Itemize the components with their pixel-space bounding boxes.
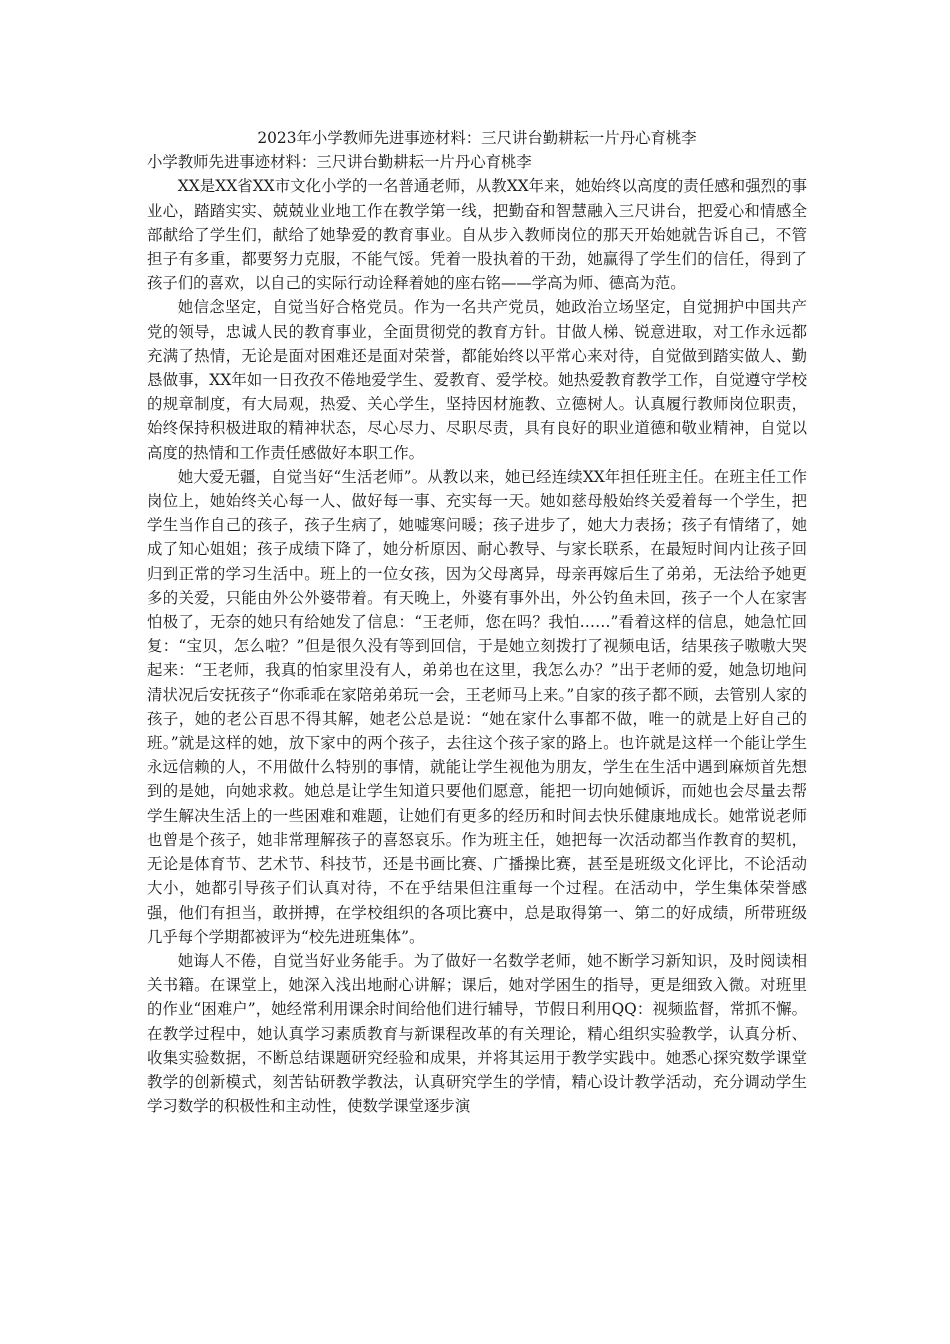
paragraph-party-member: 她信念坚定，自觉当好合格党员。作为一名共产党员，她政治立场坚定，自觉拥护中国共产党的领导，忠诚人民的教育事业，全面贯彻党的教育方针。甘做人梯、锐意进取，对工作永远都充满了热情，无论是面对困难还是面对荣誉，都能始终以平常心来对待，自觉做到踏实做人、勤恳做事，XX年如一日孜孜不倦地爱学生、爱教育、爱学校。她热爱教育教学工作，自觉遵守学校的规章制度，有大局观，热爱、关心学生，坚持因材施教、立德树人。认真履行教师岗位职责，始终保持积极进取的精神状态，尽心尽力、尽职尽责，具有良好的职业道德和敬业精神，自觉以高度的热情和工作责任感做好本职工作。 xyxy=(147,298,807,462)
paragraph-life-teacher: 她大爱无疆，自觉当好“生活老师”。从教以来，她已经连续XX年担任班主任。在班主任工作岗位上，她始终关心每一人、做好每一事、充实每一天。她如慈母般始终关爱着每一个学生，把学生当作自己的孩子，孩子生病了，她嘘寒问暖；孩子进步了，她大力表扬；孩子有情绪了，她成了知心姐姐；孩子成绩下降了，她分析原因、耐心教导、与家长联系，在最短时间内让孩子回归到正常的学习生活中。班上的一位女孩，因为父母离异，母亲再嫁后生了弟弟，无法给予她更多的关爱，只能由外公外婆带着。有天晚上，外婆有事外出，外公钓鱼未回，孩子一个人在家害怕极了，无奈的她只有给她发了信息：“王老师，您在吗？我怕……”看着这样的信息，她急忙回复：“宝贝，怎么啦？”但是很久没有等到回信，于是她立刻拨打了视频电话，结果孩子嗷嗷大哭起来：“王老师，我真的怕家里没有人，弟弟也在这里，我怎么办？”出于老师的爱，她急切地问清状况后安抚孩子“你乖乖在家陪弟弟玩一会，王老师马上来。”自家的孩子都不顾，去管别人家的孩子，她的老公百思不得其解，她老公总是说：“她在家什么事都不做，唯一的就是上好自己的班。”就是这样的她，放下家中的两个孩子，去往这个孩子家的路上。也许就是这样一个能让学生永远信赖的人，不用做什么特别的事情，就能让学生视他为朋友，学生在生活中遇到麻烦首先想到的是她，向她求救。她总是让学生知道只要他们愿意，能把一切向她倾诉，而她也会尽量去帮学生解决生活上的一些困难和难题，让她们有更多的经历和时间去快乐健康地成长。她常说老师也曾是个孩子，她非常理解孩子的喜怒哀乐。作为班主任，她把每一次活动都当作教育的契机，无论是体育节、艺术节、科技节，还是书画比赛、广播操比赛，甚至是班级文化评比，不论活动大小，她都引导孩子们认真对待，不在乎结果但注重每一个过程。在活动中，学生集体荣誉感强，他们有担当，敢拼搏，在学校组织的各项比赛中，总是取得第一、第二的好成绩，所带班级几乎每个学期都被评为“校先进班集体”。 xyxy=(147,467,807,946)
document-body xyxy=(147,126,807,1118)
document-subtitle: 小学教师先进事迹材料：三尺讲台勤耕耘一片丹心育桃李 xyxy=(147,153,532,172)
paragraph-intro: XX是XX省XX市文化小学的一名普通老师，从教XX年来，她始终以高度的责任感和强烈的事业心，踏踏实实、兢兢业业地工作在教学第一线，把勤奋和智慧融入三尺讲台，把爱心和情感全部献给了学生们，献给了她挚爱的教育事业。自从步入教师岗位的那天开始她就告诉自己，不管担子有多重，都要努力克服，不能气馁。凭着一股执着的干劲，她赢得了学生们的信任，得到了孩子们的喜欢，以自己的实际行动诠释着她的座右铭——学高为师、德高为范。 xyxy=(147,177,807,293)
paragraph-teaching-expert: 她诲人不倦，自觉当好业务能手。为了做好一名数学老师，她不断学习新知识，及时阅读相关书籍。在课堂上，她深入浅出地耐心讲解；课后，她对学困生的指导，更是细致入微。对班里的作业“困难户”，她经常利用课余时间给他们进行辅导，节假日利用QQ：视频监督，常抓不懈。在教学过程中，她认真学习素质教育与新课程改革的有关理论，精心组织实验教学，认真分析、收集实验数据，不断总结课题研究经验和成果，并将其运用于教学实践中。她悉心探究数学课堂教学的创新模式，刻苦钻研教学教法，认真研究学生的学情，精心设计教学活动，充分调动学生学习数学的积极性和主动性，使数学课堂逐步演 xyxy=(147,951,807,1116)
document-title: 2023年小学教师先进事迹材料：三尺讲台勤耕耘一片丹心育桃李 xyxy=(257,129,697,147)
